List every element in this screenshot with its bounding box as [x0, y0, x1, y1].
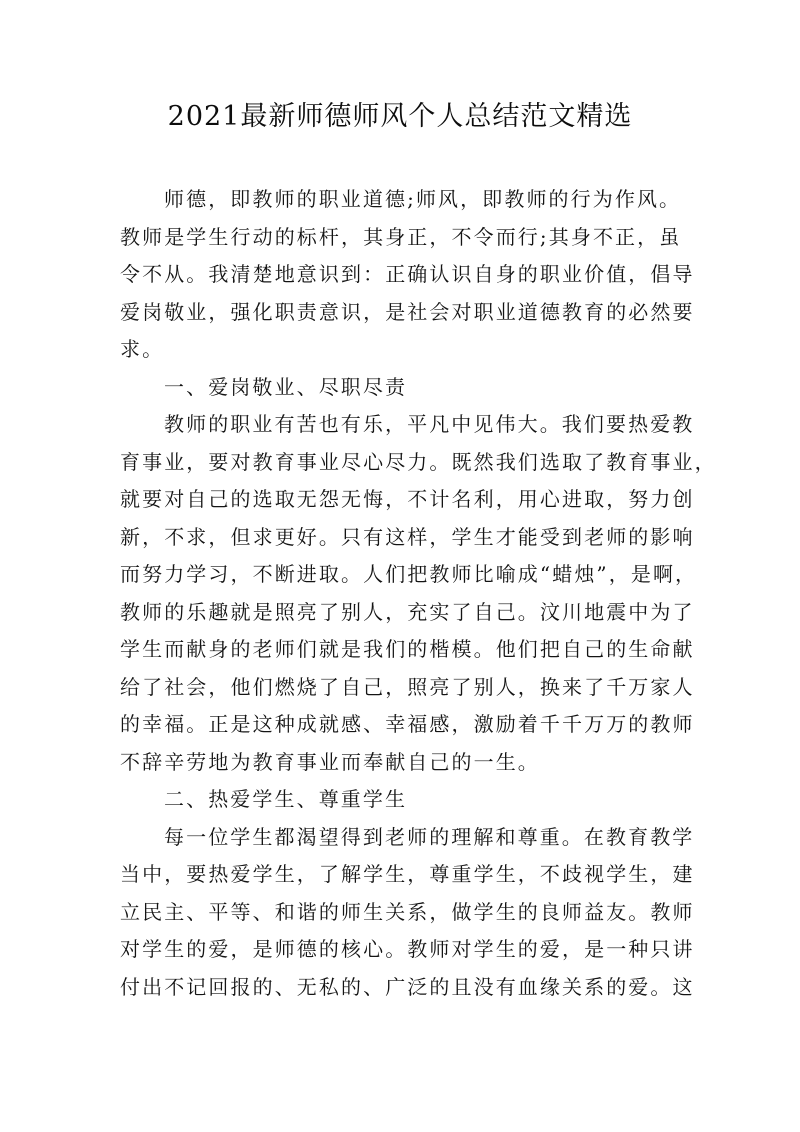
document-title: 2021最新师德师风个人总结范文精选 [167, 101, 633, 132]
document-body [120, 181, 717, 1006]
text-line: 当中，要热爱学生，了解学生，尊重学生，不歧视学生，建 [120, 862, 695, 886]
text-line: 不辞辛劳地为教育事业而奉献自己的一生。 [120, 749, 540, 774]
text-line: 就要对自己的选取无怨无悔，不计名利，用心进取，努力创 [120, 487, 695, 511]
text-line: 育事业，要对教育事业尽心尽力。既然我们选取了教育事业， [120, 449, 717, 474]
text-line: 求。 [120, 337, 165, 361]
text-line: 学生而献身的老师们就是我们的楷模。他们把自己的生命献 [120, 637, 695, 661]
text-line: 每一位学生都渴望得到老师的理解和尊重。在教育教学 [164, 824, 695, 849]
text-line: 二、热爱学生、尊重学生 [164, 787, 408, 811]
text-line: 爱岗敬业，强化职责意识，是社会对职业道德教育的必然要 [120, 299, 695, 324]
text-line: 付出不记回报的、无私的、广泛的且没有血缘关系的爱。这 [120, 974, 695, 999]
text-line: 教师的职业有苦也有乐，平凡中见伟大。我们要热爱教 [164, 412, 695, 436]
text-line: 给了社会，他们燃烧了自己，照亮了别人，换来了千万家人 [120, 674, 695, 699]
text-line: 新，不求，但求更好。只有这样，学生才能受到老师的影响 [120, 524, 695, 549]
text-line: 师德，即教师的职业道德;师风，即教师的行为作风。 [164, 187, 682, 211]
text-line: 对学生的爱，是师德的核心。教师对学生的爱，是一种只讲 [120, 937, 695, 961]
text-line: 教师的乐趣就是照亮了别人，充实了自己。汶川地震中为了 [120, 599, 695, 624]
text-line: 的幸福。正是这种成就感、幸福感，激励着千千万万的教师 [120, 712, 695, 736]
text-line: 而努力学习，不断进取。人们把教师比喻成“蜡烛”，是啊， [120, 562, 698, 586]
text-line: 教师是学生行动的标杆，其身正，不令而行;其身不正，虽 [120, 224, 682, 249]
text-line: 立民主、平等、和谐的师生关系，做学生的良师益友。教师 [120, 899, 695, 924]
text-line: 令不从。我清楚地意识到：正确认识自身的职业价值，倡导 [120, 262, 695, 286]
text-line: 一、爱岗敬业、尽职尽责 [164, 374, 408, 399]
